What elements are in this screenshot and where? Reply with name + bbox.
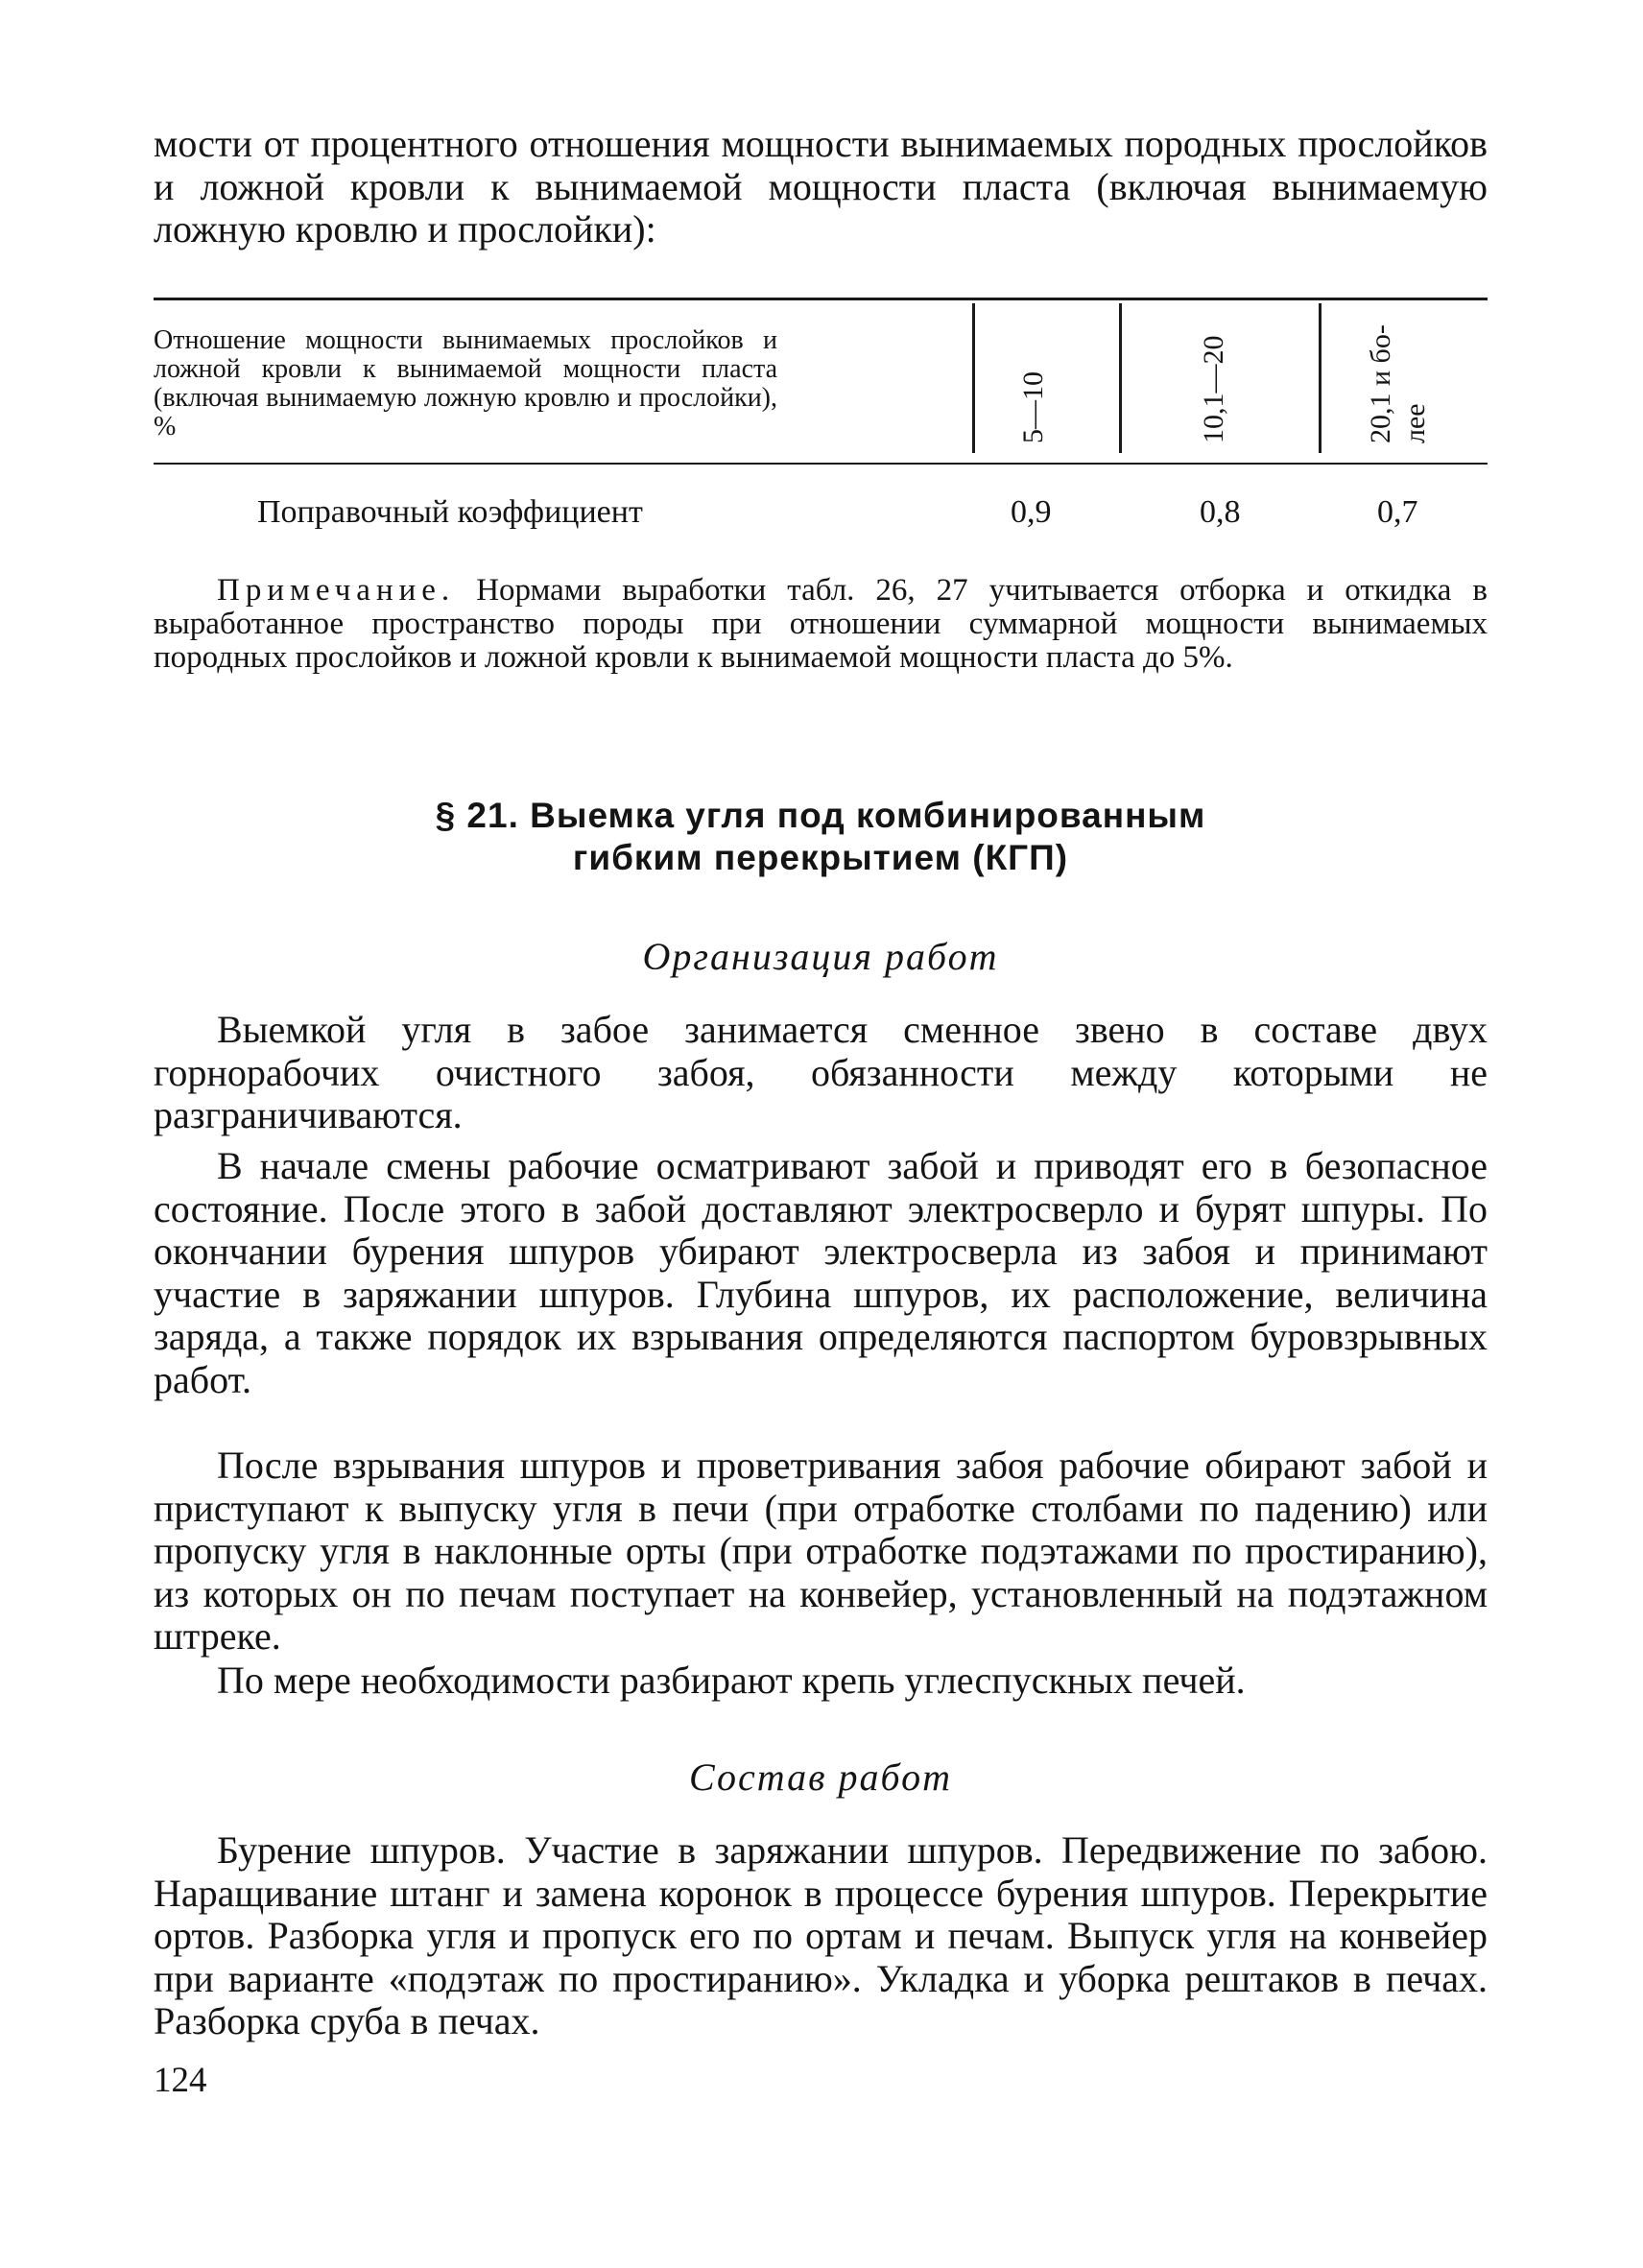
organization-paragraph: Выемкой угля в забое занимается сменное звено в составе двух горнорабочих очистного забоя, обязанности между которыми не разграничиваются. [154,1008,1488,1136]
table-cell-value: 0,9 [1011,494,1052,530]
section-title-line: гибким перекрытием (КГП) [572,838,1069,877]
note-label: Примечание. [217,573,456,608]
page-number: 124 [154,2061,207,2100]
composition-paragraph: Бурение шпуров. Участие в заряжании шпуров. Передвижение по забою. Наращивание штанг и замена коронок в процессе бурения шпуров. Перекрытие ортов. Разборка угля и пропуск его по ортам и печам. Выпуск угля на конвейер при варианте «подэтаж по простиранию». Укладка и уборка рештаков в печах. Разборка сруба в печах. [154,1828,1488,2042]
organization-paragraph: По мере необходимости разбирают крепь углеспускных печей. [217,1659,1246,1702]
table-column-header-continuation: лее [1399,403,1431,443]
table-column-header: 20,1 и бо- [1365,324,1396,443]
organization-paragraph: После взрывания шпуров и проветривания забоя рабочие обирают забой и приступают к выпуску угля в печи (при отработке столбами по падению) или пропуску угля в наклонные орты (при отработке подэтажами по простиранию), из которых он по печам поступает на конвейер, установленный на подэтажном штреке. [154,1444,1488,1658]
organization-paragraph: В начале смены рабочие осматривают забой и приводят его в безопасное состояние. После этого в забой доставляют электросверло и бурят шпуры. По окончании бурения шпуров убирают электросверла из забоя и принимают участие в заряжании шпуров. Глубина шпуров, их расположение, величина заряда, а также порядок их взрывания определяются паспортом буровзрывных работ. [154,1144,1488,1401]
intro-paragraph: мости от процентного отношения мощности вынимаемых породных прослойков и ложной кровли к вынимаемой мощности пласта (включая вынимаемую ложную кровлю и прослойки): [154,122,1488,251]
table-column-divider [1119,303,1122,453]
composition-heading: Состав работ [689,1755,952,1799]
table-column-divider [1319,303,1322,453]
table-column-header: 10,1—20 [1198,335,1229,443]
table-header-rule [154,463,1488,465]
table-cell-value: 0,8 [1200,494,1241,530]
table-top-rule [154,298,1488,300]
table-row-label: Поправочный коэффициент [257,494,643,530]
organization-heading: Организация работ [642,935,999,978]
table-column-divider [972,303,975,453]
table-cell-value: 0,7 [1377,494,1418,530]
section-title-line: § 21. Выемка угля под комбинированным [435,796,1206,835]
table-header-label: Отношение мощности вынимаемых прослойков и ложной кровли к вынимаемой мощности пласта (включая вынимаемую ложную кровлю и прослойки), % [154,325,777,442]
table-note [154,574,1488,675]
section-title [154,795,1488,879]
note-text: Нормами выработки табл. 26, 27 учитывается отборка и откидка в выработанное пространство породы при отношении суммарной мощности вынимаемых породных прослойков и ложной кровли к вынимаемой мощности пласта до 5%. [154,573,1488,675]
table-column-header: 5—10 [1017,371,1049,443]
